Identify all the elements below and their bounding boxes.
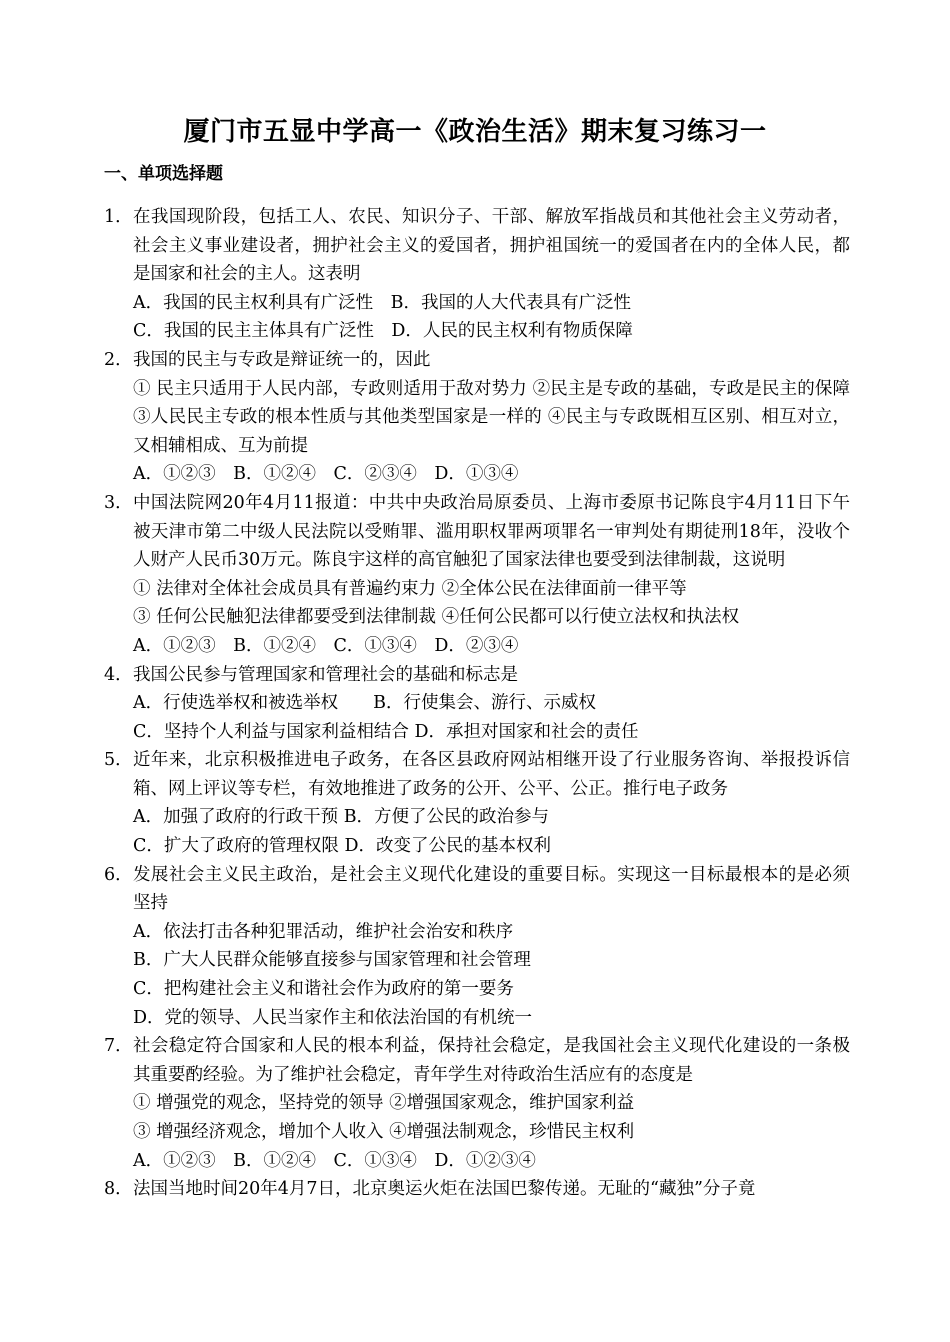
question-option-line: A．①②③ B．①②④ C．①③④ D．①②③④: [133, 1150, 536, 1171]
question-number: 7．: [104, 1036, 133, 1057]
question-item: [104, 746, 850, 860]
question-option-line: A．行使选举权和被选举权 B．行使集会、游行、示威权: [133, 693, 596, 714]
question-option-line: C．扩大了政府的管理权限 D．改变了公民的基本权利: [133, 836, 551, 857]
question-statements: ① 民主只适用于人民内部，专政则适用于敌对势力 ②民主是专政的基础，专政是民主的保障 ③人民民主专政的根本性质与其他类型国家是一样的 ④民主与专政既相互区别、相互对立，又相辅相成、互为前提: [133, 378, 850, 456]
question-option-line: A．①②③ B．①②④ C．②③④ D．①③④: [133, 464, 519, 485]
question-stem: 发展社会主义民主政治，是社会主义现代化建设的重要目标。实现这一目标最根本的是必须坚持: [133, 864, 850, 914]
question-number: 4．: [104, 664, 133, 685]
question-item: [104, 203, 850, 346]
question-stem: 我国公民参与管理国家和管理社会的基础和标志是: [133, 664, 518, 685]
question-number: 1．: [104, 207, 133, 227]
question-number: 5．: [104, 750, 133, 771]
question-stem: 我国的民主与专政是辩证统一的，因此: [133, 349, 431, 370]
question-option-line: ③ 增强经济观念，增加个人收入 ④增强法制观念，珍惜民主权利: [133, 1122, 635, 1142]
question-stem: 社会稳定符合国家和人民的根本利益，保持社会稳定，是我国社会主义现代化建设的一条极其重要酌经验。为了维护社会稳定，青年学生对待政治生活应有的态度是: [133, 1036, 850, 1085]
question-option-line: A．加强了政府的行政干预 B．方便了公民的政治参与: [133, 807, 550, 828]
question-option-line: ① 增强党的观念，坚持党的领导 ②增强国家观念，维护国家利益: [133, 1093, 635, 1114]
question-number: 6．: [104, 864, 133, 885]
question-option-line: A．①②③ B．①②④ C．①③④ D．②③④: [133, 635, 519, 656]
question-item: [104, 346, 850, 489]
question-stem: 法国当地时间20年4月7日，北京奥运火炬在法国巴黎传递。无耻的“藏独”分子竟: [133, 1179, 756, 1200]
question-number: 3．: [104, 492, 133, 513]
question-item: [104, 861, 850, 1033]
question-item: [104, 1032, 850, 1175]
question-option-line: ③ 任何公民触犯法律都要受到法律制裁 ④任何公民都可以行使立法权和执法权: [133, 607, 740, 628]
question-option-line: D．党的领导、人民当家作主和依法治国的有机统一: [133, 1007, 533, 1028]
question-option-line: C．我国的民主主体具有广泛性 D．人民的民主权利有物质保障: [133, 321, 633, 342]
question-list: [104, 203, 850, 1204]
question-stem: 近年来，北京积极推进电子政务，在各区县政府网站相继开设了行业服务咨询、举报投诉信箱、网上评议等专栏，有效地推进了政务的公开、公平、公正。推行电子政务: [133, 750, 850, 799]
question-stem: 在我国现阶段，包括工人、农民、知识分子、干部、解放军指战员和其他社会主义劳动者，社会主义事业建设者，拥护社会主义的爱国者，拥护祖国统一的爱国者在内的全体人民，都是国家和社会的主人。这表明: [133, 207, 850, 285]
question-option-line: ① 法律对全体社会成员具有普遍约束力 ②全体公民在法律面前一律平等: [133, 578, 687, 599]
question-number: 8．: [104, 1179, 133, 1200]
question-item: [104, 489, 850, 661]
question-option-line: A．依法打击各种犯罪活动，维护社会治安和秩序: [133, 921, 514, 942]
question-option-line: C．把构建社会主义和谐社会作为政府的第一要务: [133, 979, 514, 1000]
question-stem: 中国法院网20年4月11报道：中共中央政治局原委员、上海市委原书记陈良宇4月11日下午被天津市第二中级人民法院以受贿罪、滥用职权罪两项罪名一审判处有期徒刑18年，没收个人财产人民币30万元。陈良宇这样的高官触犯了国家法律也要受到法律制裁，这说明: [133, 492, 850, 571]
question-option-line: C．坚持个人利益与国家利益相结合 D．承担对国家和社会的责任: [133, 721, 639, 742]
question-item: [104, 1175, 850, 1204]
question-number: 2．: [104, 349, 133, 370]
question-option-line: B．广大人民群众能够直接参与国家管理和社会管理: [133, 950, 531, 971]
page-title: 厦门市五显中学高一《政治生活》期末复习练习一: [183, 117, 767, 147]
question-option-line: A．我国的民主权利具有广泛性 B．我国的人大代表具有广泛性: [133, 292, 631, 313]
section-heading: 一、单项选择题: [104, 164, 223, 184]
question-item: [104, 661, 850, 747]
